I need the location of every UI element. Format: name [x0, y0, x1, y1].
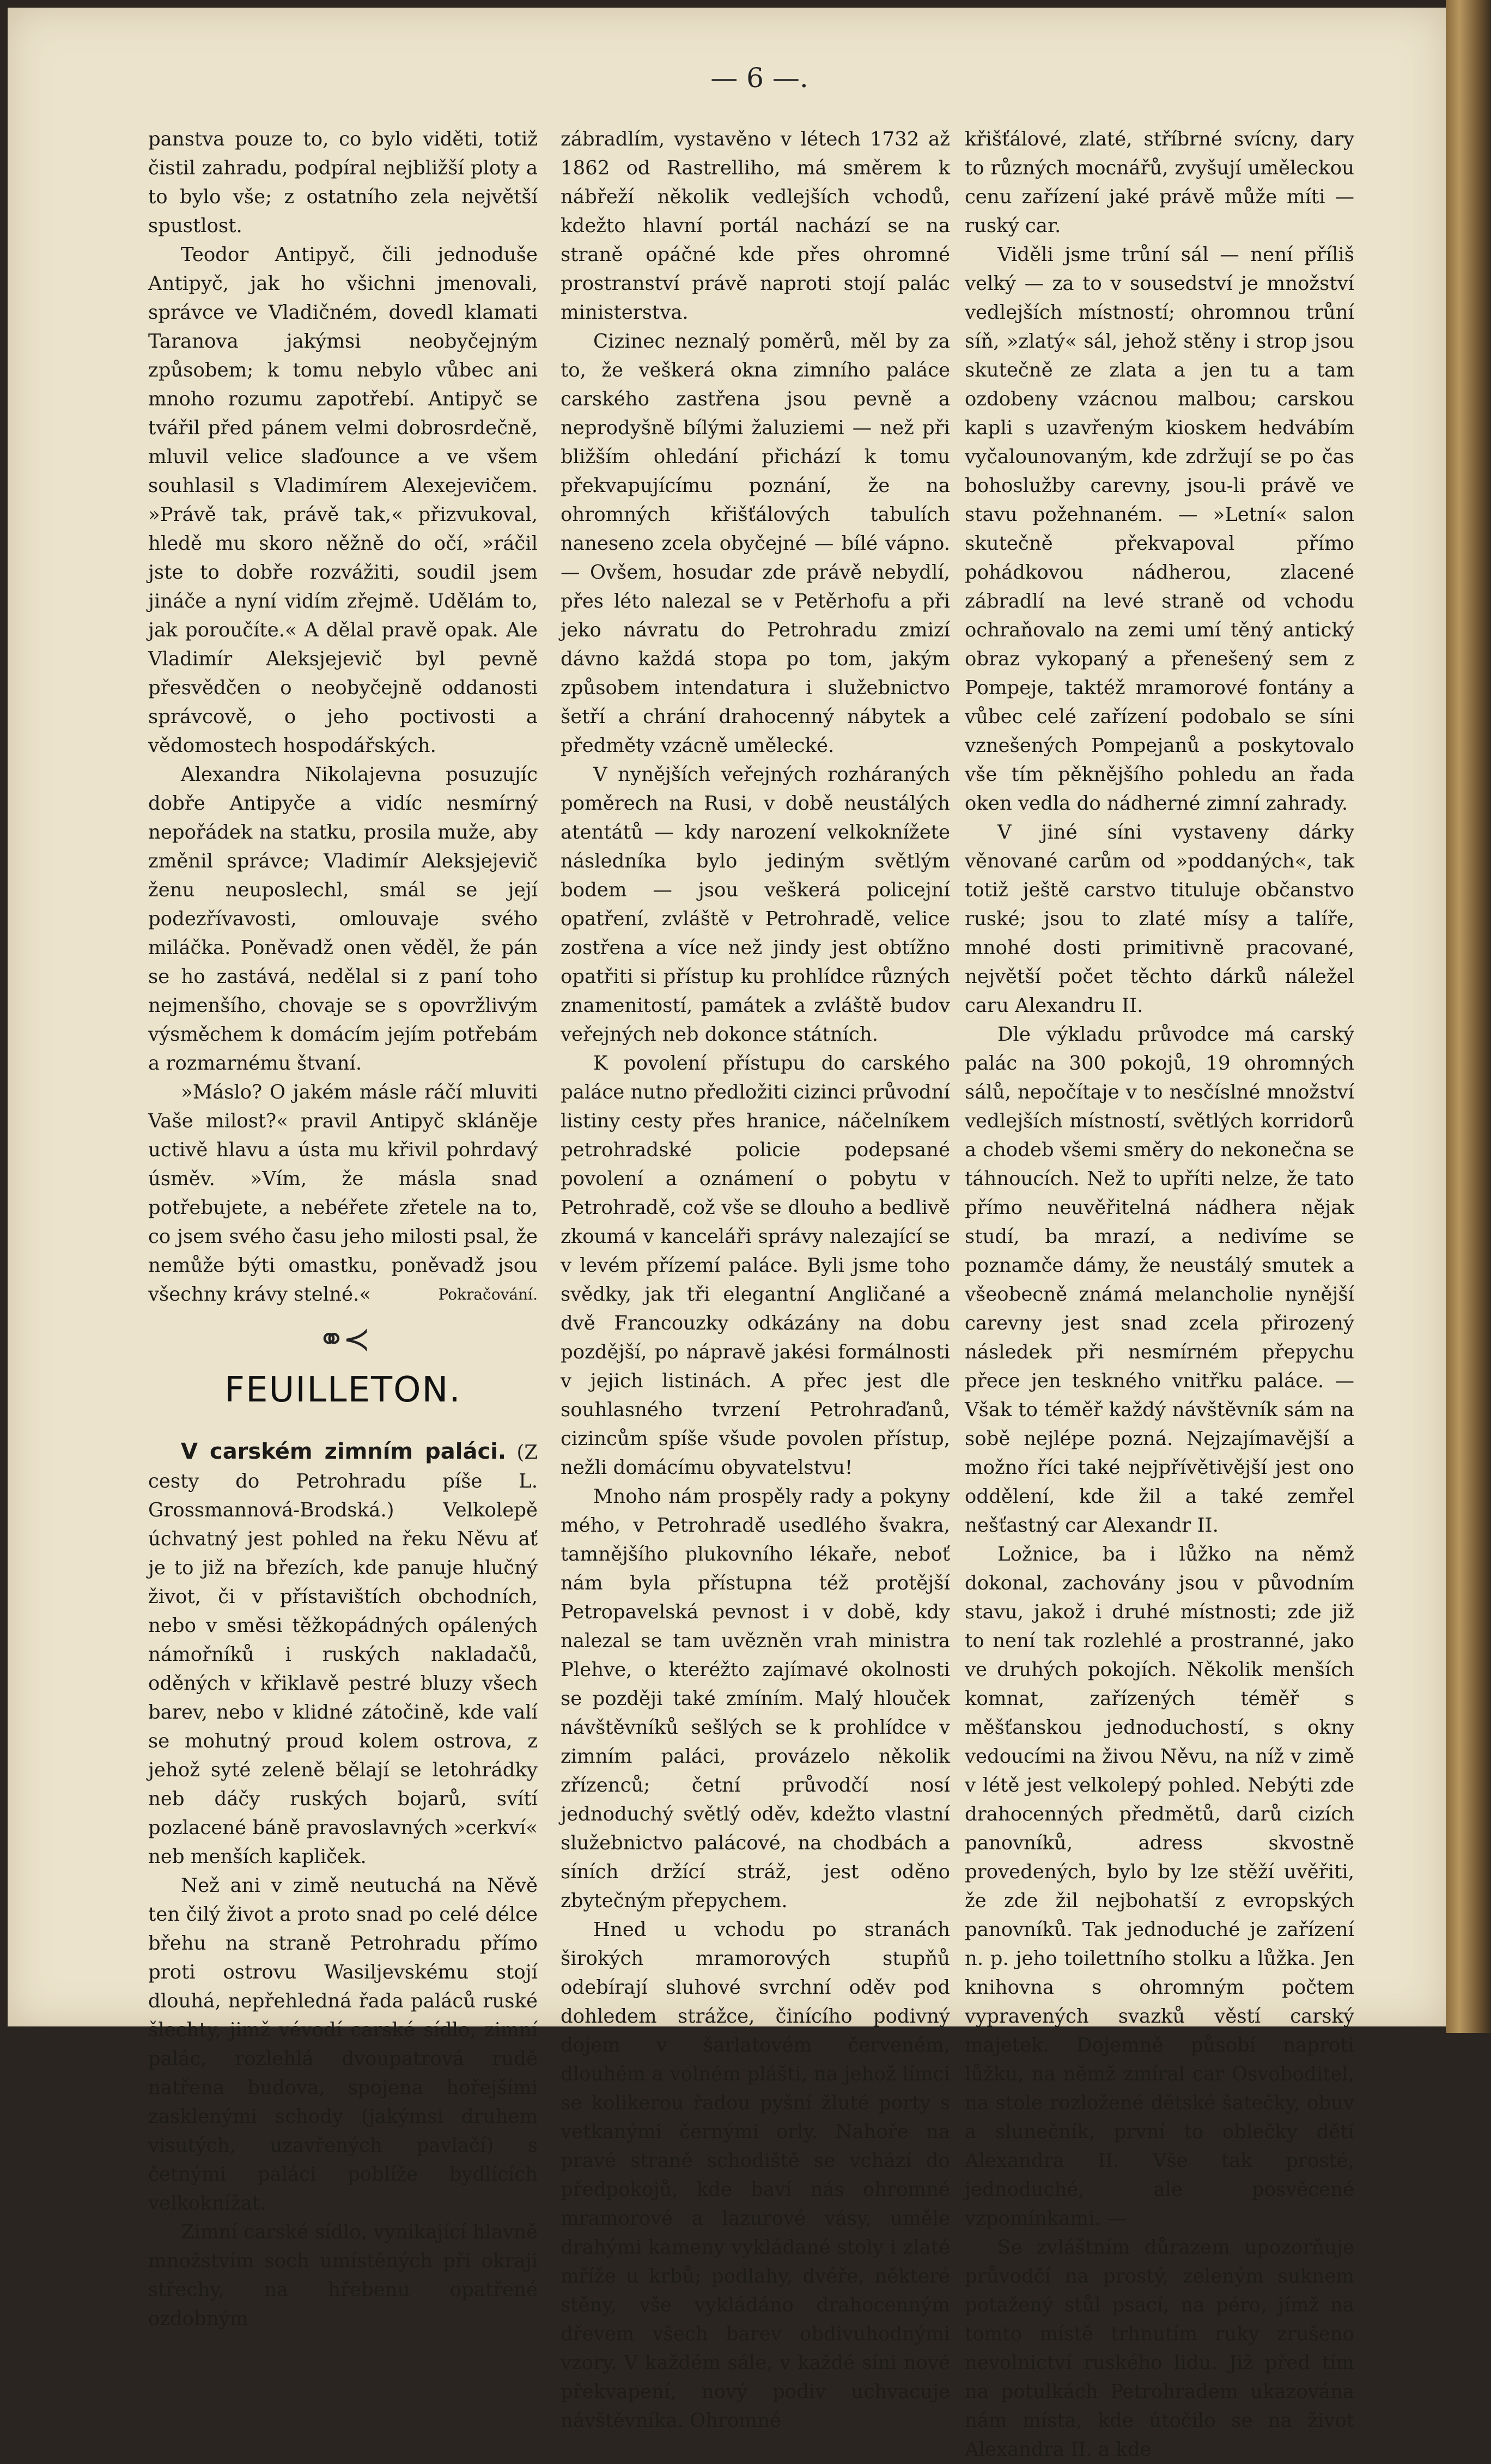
column-1	[148, 125, 538, 2333]
paragraph: Zimní carské sídlo, vynikající hlavně množstvím soch umístěných při okraji střechy, na hřebenu opatřené ozdobným	[148, 2221, 538, 2330]
paragraph: panstva pouze to, co bylo viděti, totiž čistil zahradu, podpíral nejbližší ploty a to bylo vše; z ostatního zela největší spustlost.	[148, 128, 538, 237]
paragraph: Než ani v zimě neutuchá na Něvě ten čilý život a proto snad po celé délce břehu na straně Petrohradu přímo proti ostrovu Wasiljevskému stojí dlouhá, nepřehledná řada paláců ruské šlechty, jimž vévodí carské sídlo, zimní palác, rozlehlá dvoupatrová rudě natřena budova, spojena hořejšími zasklenými schody (jakýmsi druhem visutých, uzavřených pavlačí) s četnými paláci poblíže bydlících velkoknížat.	[148, 1874, 538, 2214]
paragraph: křišťálové, zlaté, stříbrné svícny, dary to různých mocnářů, zvyšují uměleckou cenu zařízení jaké právě může míti — ruský car.	[965, 128, 1354, 237]
paragraph: Mnoho nám prospěly rady a pokyny mého, v Petrohradě usedlého švakra, tamnějšího plukovního lékaře, neboť nám byla přístupna též protější Petropavelská pevnost i v době, kdy nalezal se tam uvězněn vrah ministra Plehve, o kteréžto zajímavé okolnosti se později také zmíním. Malý hlouček návštěvníků sešlých se k prohlídce v zimním paláci, provázelo několik zřízenců; četní průvodčí nosí jednoduchý světlý oděv, kdežto vlastní služebnictvo palácové, na chodbách a síních držící stráž, jest oděno zbytečným přepychem.	[561, 1485, 950, 1912]
page-number: — 6 —.	[710, 62, 808, 94]
paragraph: zábradlím, vystavěno v létech 1732 až 1862 od Rastrelliho, má směrem k nábřeží několik vedlejších vchodů, kdežto hlavní portál nachází se na straně opáčné kde přes ohromné prostranství právě naproti stojí palác ministerstva.	[561, 128, 950, 324]
paragraph: Alexandra Nikolajevna posuzujíc dobře Antipyče a vidíc nesmírný nepořádek na statku, prosila muže, aby změnil správce; Vladimír Aleksjejevič ženu neuposlechl, smál se její podezřívavosti, omlouvaje svého miláčka. Poněvadž onen věděl, že pán se ho zastává, nedělal si z paní toho nejmenšího, chovaje se s opovržlivým výsměchem k domácím jejím potřebám a rozmarnému štvaní.	[148, 763, 538, 1075]
paragraph: Teodor Antipyč, čili jednoduše Antipyč, jak ho všichni jmenovali, správce ve Vladičném, dovedl klamati Taranova jakýmsi neobyčejným způsobem; k tomu nebylo vůbec ani mnoho rozumu zapotřebí. Antipyč se tvářil před pánem velmi dobrosrdečně, mluvil velice slaďounce a ve všem souhlasil s Vladimírem Alexejevičem. »Právě tak, právě tak,« přizvukoval, hledě mu skoro něžně do očí, »ráčil jste to dobře rozvážiti, soudil jsem jináče a nyní vidím zřejmě. Udělám to, jak poroučíte.« A dělal pravě opak. Ale Vladimír Aleksjejevič byl pevně přesvědčen o neobyčejně oddanosti správcově, o jeho poctivosti a vědomostech hospodářských.	[148, 244, 538, 757]
ornament-divider: ⚭≺	[318, 1320, 368, 1358]
newspaper-page	[8, 8, 1446, 2461]
article-title: V carském zimním paláci.	[181, 1439, 507, 1464]
paragraph: (Z cesty do Petrohradu píše L. Grossmannová-Brodská.) Velkolepě úchvatný jest pohled na řeku Něvu ať je to již na březích, kde panuje hlučný život, či v přístavištích obchodních, nebo v směsi těžkopádných opálených námořníků i ruských nakladačů, oděných v křiklavě pestré bluzy všech barev, nebo v klidné zátočině, kde valí se mohutný proud kolem ostrova, z jehož syté zeleně bělají se letohrádky neb dáčy ruských bojarů, svítí pozlacené báně pravoslavných »cerkví« neb menších kapliček.	[148, 1441, 538, 1868]
paragraph: Se zvláštním důrazem upozorňuje průvodčí na prostý, zeleným suknem potažený stůl psací, na péro, jímž na tomto místě trhnutím ruky zrušeno nevolnictví ruského lidu. Již před tím na potulkách Petrohradem ukazována nám místa, kde útočilo se na život Alexandra II. a kde	[965, 2236, 1354, 2461]
paragraph: Hned u vchodu po stranách širokých mramorových stupňů odebírají sluhové svrchní oděv pod dohledem strážce, činícího podivný dojem v šarlatovém červeném, dlouhém a volném plášti, na jehož límci se kolikerou řadou pyšní žluté porty s vetkanými černými orly. Nahoře na pravé straně schodiště se vchází do předpokojů, kde baví nás ohromné mramorové a lazurové vásy, uměle drahými kameny vykládané stoly i zlaté mříže u krbů; podlahy, dvéře, některé stěny, vše vykládáno drahocenným dřevem všech barev obdivuhodnými vzory. V každém sále, v každé síni nové překvapení, nový podiv uchvacuje návštěvníka. Ohromné	[561, 1919, 950, 2432]
column-2	[561, 125, 950, 2435]
paragraph: Cizinec neznalý poměrů, měl by za to, že veškerá okna zimního paláce carského zastřena jsou pevně a neprodyšně bílými žaluziemi — než při bližším ohledání přichází k tomu překvapujícímu poznání, že na ohromných křišťálových tabulích naneseno zcela obyčejné — bílé vápno. — Ovšem, hosudar zde právě nebydlí, přes léto nalezal se v Petěrhofu a při jeko návratu do Petrohradu zmizí dávno každá stopa po tom, jakým způsobem intendatura i služebnictvo šetří a chrání drahocenný nábytek a předměty vzácně umělecké.	[561, 330, 950, 757]
column-3	[965, 125, 1354, 2464]
continuation-note: Pokračování.	[438, 1285, 538, 1303]
feuilleton-heading: FEUILLETON.	[224, 1370, 461, 1410]
feuilleton-lead	[148, 1437, 538, 1871]
paragraph: Dle výkladu průvodce má carský palác na 300 pokojů, 19 ohromných sálů, nepočítaje v to nesčíslné množství vedlejších místností, světlých korridorů a chodeb všemi směry do nekonečna se táhnoucích. Než to upříti nelze, že tato přímo neuvěřitelná nádhera nějak studí, ba mrazí, a nedivíme se poznamče dámy, že neustálý smutek a všeobecně známá melancholie nynější carevny jest snad zcela přirozený následek při nesmírném přepychu přece jen teskného vnitřku paláce. — Však to téměř každý návštěvník sám na sobě nejlépe pozná. Nejzajímavější a možno říci také nejpřívětivější jest ono oddělení, kde žil a také zemřel nešťastný car Alexandr II.	[965, 1023, 1354, 1537]
paragraph: Viděli jsme trůní sál — není příliš velký — za to v sousedství je množství vedlejších místností; ohromnou trůní síň, »zlatý« sál, jehož stěny i strop jsou skutečně ze zlata a jen tu a tam ozdobeny vzácnou malbou; carskou kapli s uzavřeným kioskem hedvábím vyčalounovaným, kde zdržují se po čas bohoslužby carevny, jsou-li právě ve stavu požehnaném. — »Letní« salon skutečně překvapoval přímo pohádkovou nádherou, zlacené zábradlí na levé straně od vchodu ochraňovalo na zemi umí těný antický obraz vykopaný a přenešený sem z Pompeje, taktéž mramorové fontány a vůbec celé zařízení podobalo se síni vznešených Pompejanů a poskytovalo vše tím pěknějšího pohledu an řada oken vedla do nádherné zimní zahrady.	[965, 244, 1354, 815]
paragraph: K povolení přístupu do carského paláce nutno předložiti cizinci průvodní listiny cesty přes hranice, náčelníkem petrohradské policie podepsané povolení a oznámení o pobytu v Petrohradě, což vše se dlouho a bedlivě zkoumá v kanceláři správy nalezající se v levém přízemí paláce. Byli jsme toho svědky, jak tři elegantní Angličané a dvě Francouzky odkázány na dobu pozdější, po nápravě jakési formálnosti v jejich listinách. A přec jest dle souhlasného tvrzení Petrohraďanů, cizincům spíše všude povolen přístup, nežli domácímu obyvatelstvu!	[561, 1052, 950, 1479]
paragraph: V nynějších veřejných rozháraných poměrech na Rusi, v době neustálých atentátů — kdy narození velkoknížete následníka bylo jediným světlým bodem — jsou veškerá policejní opatření, zvláště v Petrohradě, velice zostřena a více než jindy jest obtížno opatřiti si přístup ku prohlídce různých znamenitostí, památek a zvláště budov veřejných neb dokonce státních.	[561, 763, 950, 1046]
paragraph: V jiné síni vystaveny dárky věnované carům od »poddaných«, tak totiž ještě carstvo tituluje občanstvo ruské; jsou to zlaté mísy a talíře, mnohé dosti primitivně pracované, největší počet těchto dárků náležel caru Alexandru II.	[965, 821, 1354, 1017]
page-edge-shadow	[1446, 0, 1491, 2033]
paragraph: Ložnice, ba i lůžko na němž dokonal, zachovány jsou v původním stavu, jakož i druhé místnosti; zde již to není tak rozlehlé a prostranné, jako ve druhých pokojích. Několik menších komnat, zařízených téměř s měšťanskou jednoduchostí, s okny vedoucími na živou Něvu, na níž v zimě v létě jest velkolepý pohled. Nebýti zde drahocenných předmětů, darů cizích panovníků, adress skvostně provedených, bylo by lze stěží uvěřiti, že zde žil nejbohatší z evropských panovníků. Tak jednoduché je zařízení n. p. jeho toilettního stolku a lůžka. Jen knihovna s ohromným počtem vypravených svazků věstí carský majetek. Dojemně působí naproti lůžku, na němž zmíral car Osvoboditel, na stole rozložené dětské šatečky, obuv a slunečník, první to oblečky dětí Alexandra II. Vše tak prosté, jednoduché, ale posvěcené vzpomínkami. —	[965, 1543, 1354, 2230]
paragraph: »Máslo? O jakém másle ráčí mluviti Vaše milost?« pravil Antipyč skláněje uctivě hlavu a ústa mu křivil pohrdavý úsměv. »Vím, že másla snad potřebujete, a nebéřete zřetele na to, co jsem svého času jeho milosti psal, že nemůže býti omastku, poněvadž jsou všechny krávy stelné.«	[148, 1081, 538, 1306]
